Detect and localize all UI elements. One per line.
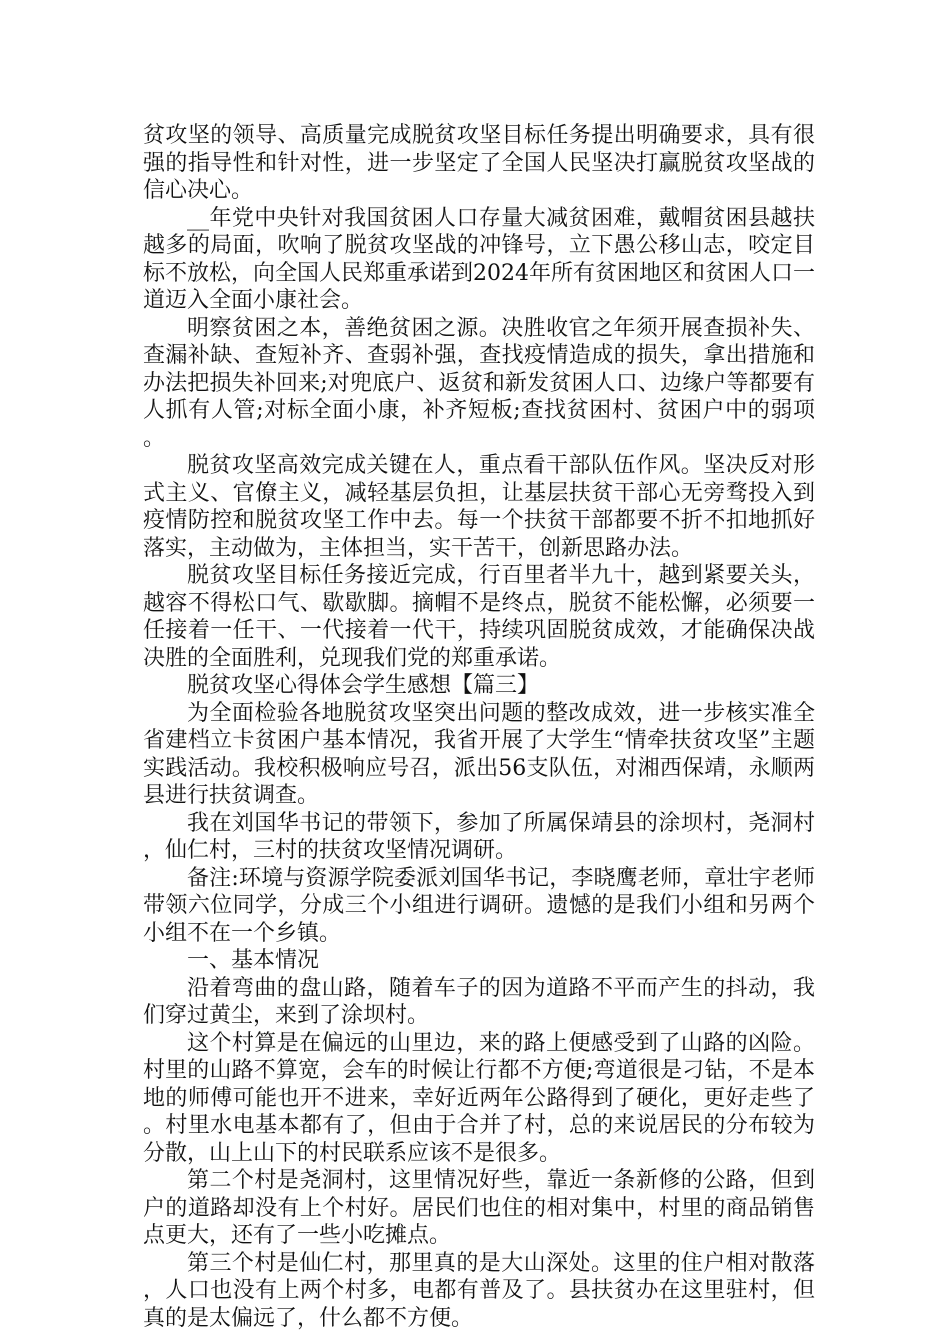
paragraph: 贫攻坚的领导、高质量完成脱贫攻坚目标任务提出明确要求，具有很强的指导性和针对性，进一步坚定了全国人民坚决打赢脱贫攻坚战的信心决心。	[143, 123, 815, 203]
paragraph: 这个村算是在偏远的山里边，来的路上便感受到了山路的凶险。村里的山路不算宽，会车的时候让行都不方便;弯道很是刁钻，不是本地的师傅可能也开不进来，幸好近两年公路得到了硬化，更好走些了。村里水电基本都有了，但由于合并了村，总的来说居民的分布较为分散，山上山下的村民联系应该不是很多。	[143, 1030, 815, 1166]
subsection-heading: 一、基本情况	[187, 948, 320, 973]
paragraph: 沿着弯曲的盘山路，随着车子的因为道路不平而产生的抖动，我们穿过黄尘，来到了涂坝村。	[143, 975, 815, 1028]
paragraph: 为全面检验各地脱贫攻坚突出问题的整改成效，进一步核实准全省建档立卡贫困户基本情况，我省开展了大学生“情牵扶贫攻坚”主题实践活动。我校积极响应号召，派出56支队伍，对湘西保靖，永顺两县进行扶贫调查。	[143, 700, 815, 808]
paragraph: 我在刘国华书记的带领下，参加了所属保靖县的涂坝村，尧洞村，仙仁村，三村的扶贫攻坚情况调研。	[143, 810, 815, 863]
section-heading: 脱贫攻坚心得体会学生感想【篇三】	[187, 673, 540, 698]
paragraph: 脱贫攻坚高效完成关键在人，重点看干部队伍作风。坚决反对形式主义、官僚主义，减轻基层负担，让基层扶贫干部心无旁骛投入到疫情防控和脱贫攻坚工作中去。每一个扶贫干部都要不折不扣地抓好落实，主动做为，主体担当，实干苦干，创新思路办法。	[143, 453, 815, 561]
paragraph: 备注:环境与资源学院委派刘国华书记，李晓鹰老师，章壮宇老师带领六位同学，分成三个小组进行调研。遗憾的是我们小组和另两个小组不在一个乡镇。	[143, 865, 815, 946]
paragraph: 第二个村是尧洞村，这里情况好些，靠近一条新修的公路，但到户的道路却没有上个村好。居民们也住的相对集中，村里的商品销售点更大，还有了一些小吃摊点。	[143, 1168, 815, 1248]
paragraph: __年党中央针对我国贫困人口存量大减贫困难，戴帽贫困县越扶越多的局面，吹响了脱贫攻坚战的冲锋号，立下愚公移山志，咬定目标不放松，向全国人民郑重承诺到2024年所有贫困地区和贫困人口一道迈入全面小康社会。	[143, 205, 815, 313]
paragraph: 脱贫攻坚目标任务接近完成，行百里者半九十，越到紧要关头，越容不得松口气、歇歇脚。摘帽不是终点，脱贫不能松懈，必须要一任接着一任干、一代接着一代干，持续巩固脱贫成效，才能确保决战决胜的全面胜利，兑现我们党的郑重承诺。	[143, 563, 815, 671]
paragraph: 明察贫困之本，善绝贫困之源。决胜收官之年须开展查损补失、查漏补缺、查短补齐、查弱补强，查找疫情造成的损失，拿出措施和办法把损失补回来;对兜底户、返贫和新发贫困人口、边缘户等都要有人抓有人管;对标全面小康，补齐短板;查找贫困村、贫困户中的弱项。	[143, 315, 815, 451]
paragraph: 第三个村是仙仁村，那里真的是大山深处。这里的住户相对散落，人口也没有上两个村多，电都有普及了。县扶贫办在这里驻村，但真的是太偏远了，什么都不方便。	[143, 1250, 815, 1331]
document-body	[143, 122, 815, 1332]
